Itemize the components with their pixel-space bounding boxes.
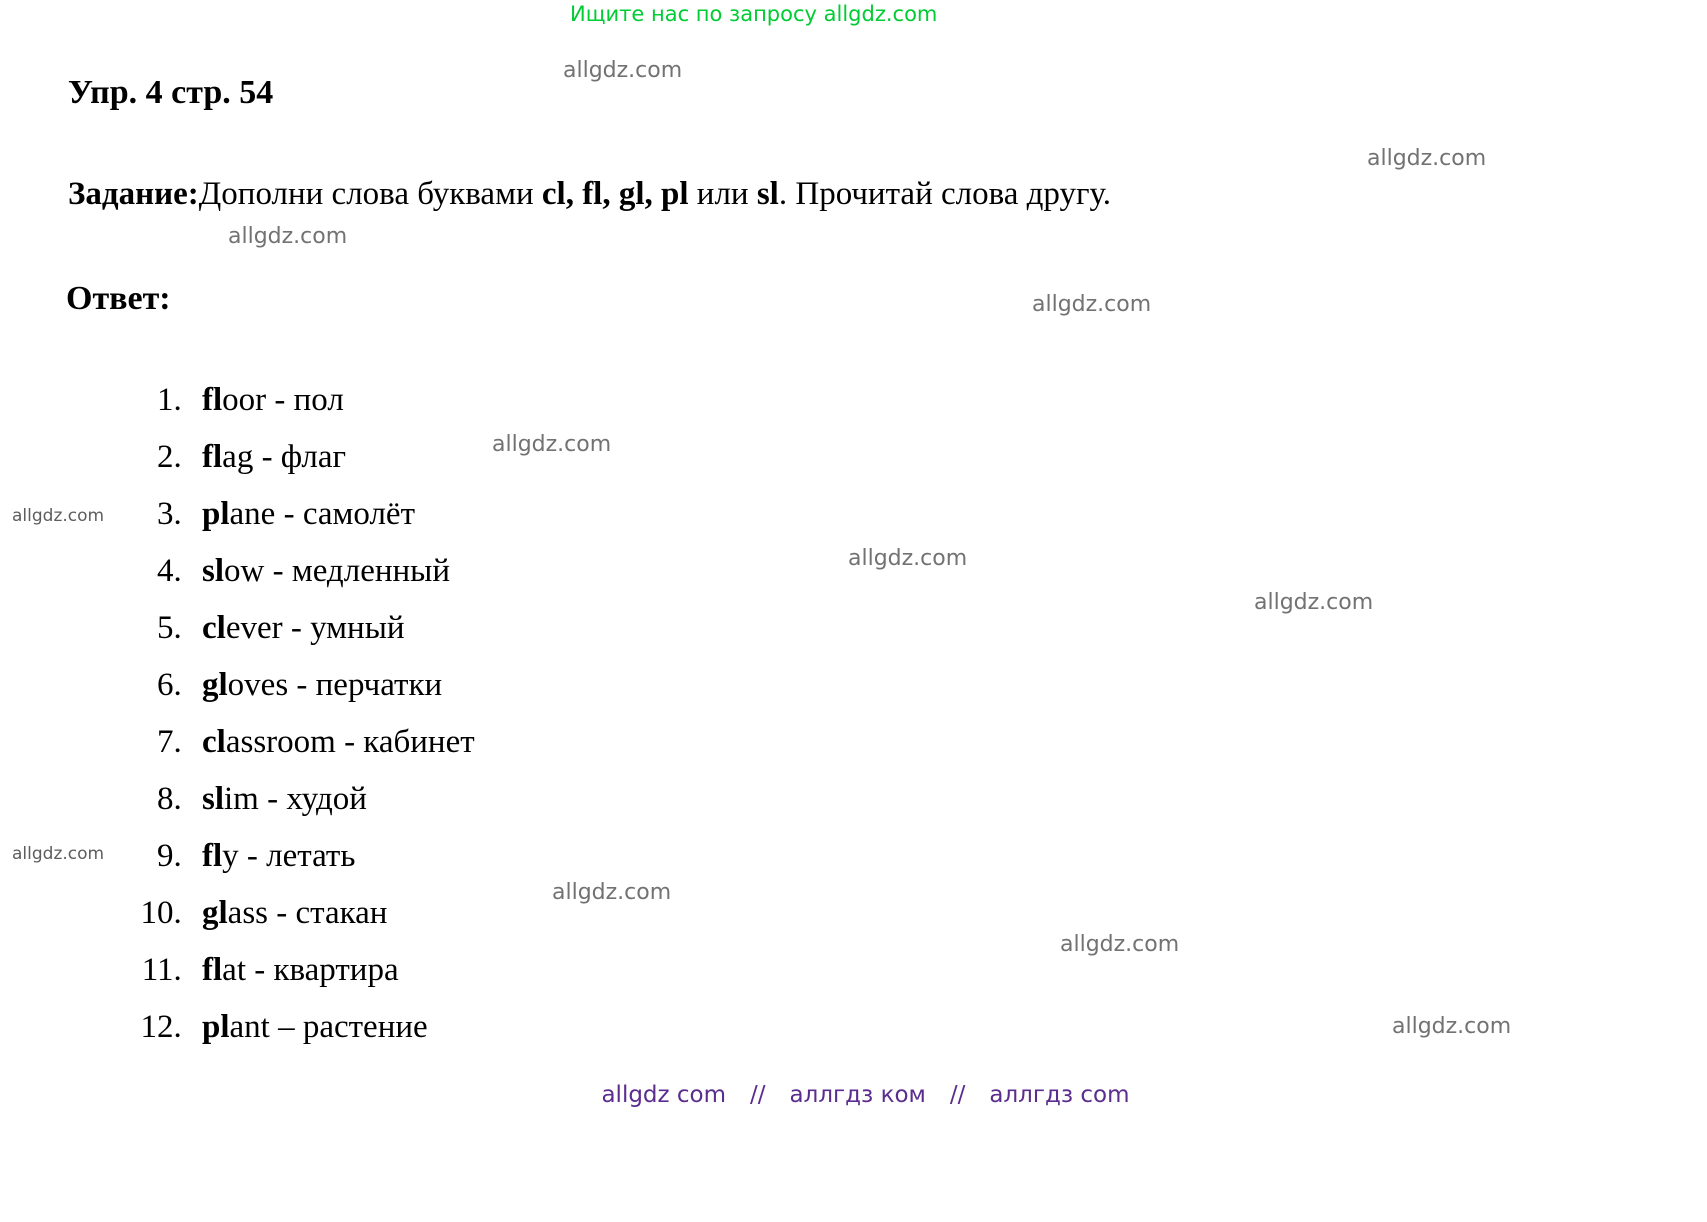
answer-prefix: fl: [202, 439, 223, 475]
answer-rest: im - худой: [224, 781, 367, 817]
watermark: allgdz.com: [563, 58, 683, 83]
task-text-2: или: [688, 176, 757, 212]
promo-banner: [0, 2, 1707, 26]
list-item: [190, 771, 475, 828]
list-item: [190, 714, 475, 771]
answer-prefix: fl: [202, 952, 223, 988]
list-item: [190, 486, 475, 543]
list-item: [190, 885, 475, 942]
answer-rest: y - летать: [222, 838, 356, 874]
answer-prefix: pl: [202, 496, 230, 532]
answer-prefix: pl: [202, 1009, 230, 1045]
answer-rest: ever - умный: [225, 610, 405, 646]
answer-rest: oor - пол: [222, 382, 344, 418]
answer-prefix: fl: [202, 382, 223, 418]
footer-sep-2: //: [949, 1082, 966, 1108]
task-letters-group-1: cl, fl, gl, pl: [541, 176, 689, 212]
answer-label: Ответ:: [66, 280, 171, 317]
answer-prefix: gl: [202, 667, 228, 703]
watermark: allgdz.com: [12, 506, 105, 526]
list-item: [190, 657, 475, 714]
task-letters-group-2: sl: [756, 176, 779, 212]
watermark: allgdz.com: [1032, 292, 1152, 317]
watermark: allgdz.com: [492, 432, 612, 457]
watermark: allgdz.com: [12, 844, 105, 864]
task-text-1: Дополни слова буквами: [198, 176, 542, 212]
answer-rest: ant – растение: [229, 1009, 428, 1045]
footer-part-3: аллгдз com: [989, 1082, 1130, 1108]
answer-prefix: gl: [202, 895, 228, 931]
answer-rest: ow - медленный: [224, 553, 450, 589]
answer-prefix: fl: [202, 838, 223, 874]
watermark: allgdz.com: [1392, 1014, 1512, 1039]
watermark: allgdz.com: [1254, 590, 1374, 615]
answer-prefix: cl: [202, 610, 226, 646]
answer-rest: oves - перчатки: [227, 667, 443, 703]
promo-banner-text: Ищите нас по запросу allgdz.com: [570, 2, 938, 26]
answer-rest: ane - самолёт: [229, 496, 415, 532]
task-statement: [68, 176, 1111, 213]
answer-prefix: sl: [202, 553, 225, 589]
list-item: [190, 828, 475, 885]
list-item: [190, 600, 475, 657]
answer-prefix: sl: [202, 781, 225, 817]
answer-rest: assroom - кабинет: [225, 724, 475, 760]
task-label: Задание:: [68, 176, 199, 212]
watermark: allgdz.com: [552, 880, 672, 905]
footer-part-2: аллгдз ком: [789, 1082, 926, 1108]
list-item: [190, 999, 475, 1056]
list-item: [190, 429, 475, 486]
watermark: allgdz.com: [1367, 146, 1487, 171]
answer-prefix: cl: [202, 724, 226, 760]
list-item: [190, 372, 475, 429]
answer-rest: ass - стакан: [227, 895, 388, 931]
watermark: allgdz.com: [228, 224, 348, 249]
watermark: allgdz.com: [848, 546, 968, 571]
page-title: Упр. 4 стр. 54: [68, 74, 274, 111]
list-item: [190, 543, 475, 600]
footer-part-1: allgdz com: [601, 1082, 727, 1108]
answer-list: [128, 372, 475, 1056]
task-text-3: . Прочитай слова другу.: [778, 176, 1111, 212]
footer-sep-1: //: [750, 1082, 766, 1108]
list-item: [190, 942, 475, 999]
answer-rest: at - квартира: [222, 952, 399, 988]
answer-rest: ag - флаг: [222, 439, 347, 475]
watermark: allgdz.com: [1060, 932, 1180, 957]
footer: [0, 1082, 1707, 1108]
